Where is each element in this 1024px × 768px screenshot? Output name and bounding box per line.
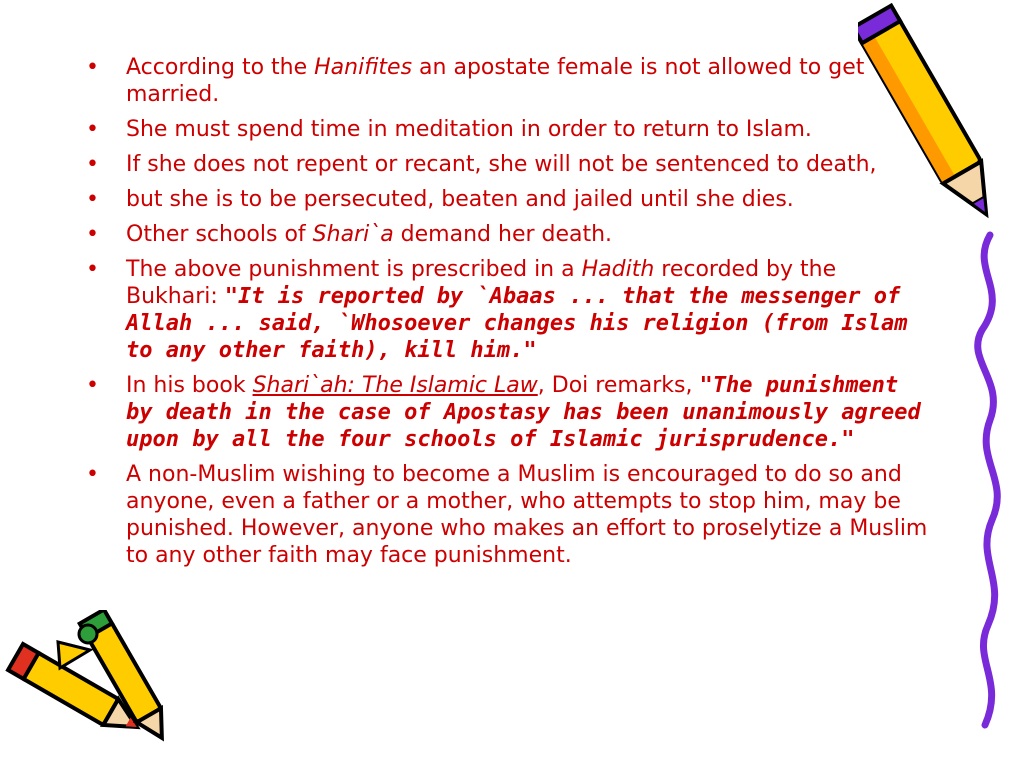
bullet-item-8: • A non-Muslim wishing to become a Muslim is encouraged to do so and anyone, even a father or a mother, who attempts to stop him, may be punished. However, anyone who makes an effort to proselytize a Muslim to any other faith may face punishment. [86, 462, 928, 568]
bullet-marker: • [86, 462, 99, 487]
doi-quote: "The punishment by death in the case of Apostasy has been unanimously agreed upon by all the four schools of Islamic jurisprudence." [126, 373, 921, 452]
bullet-item-3: • If she does not repent or recant, she will not be sentenced to death, [86, 152, 877, 177]
bullet-marker: • [86, 55, 99, 80]
squiggle-line-icon [960, 230, 1020, 730]
hadith-quote: "It is reported by `Abaas ... that the messenger of Allah ... said, `Whosoever changes his religion (from Islam to any other faith), kill him." [126, 284, 908, 363]
bullet-marker: • [86, 222, 99, 247]
bullet-marker: • [86, 187, 99, 212]
bullet-item-7: • In his book Shari`ah: The Islamic Law, Doi remarks, "The punishment by death in the case of Apostasy has been unanimously agreed upon by all the four schools of Islamic jurisprudence." [86, 373, 921, 452]
bullet-item-6: • The above punishment is prescribed in a Hadith recorded by the Bukhari: "It is reported by `Abaas ... that the messenger of Allah ... said, `Whosoever changes his religion (from Islam to any other faith), kill him." [86, 257, 908, 363]
bullet-item-1: • According to the Hanifites an apostate female is not allowed to get married. [86, 55, 865, 107]
bullet-marker: • [86, 117, 99, 142]
bullet-marker: • [86, 257, 99, 282]
bullet-list [84, 54, 934, 577]
bullet-item-2: • She must spend time in meditation in order to return to Islam. [86, 117, 812, 142]
bullet-item-5: • Other schools of Shari`a demand her death. [86, 222, 613, 247]
bullet-item-4: • but she is to be persecuted, beaten and jailed until she dies. [86, 187, 794, 212]
bullet-marker: • [86, 373, 99, 398]
pencil-cluster-icon [0, 610, 170, 768]
book-title: Shari`ah: The Islamic Law [252, 373, 538, 398]
bullet-marker: • [86, 152, 99, 177]
